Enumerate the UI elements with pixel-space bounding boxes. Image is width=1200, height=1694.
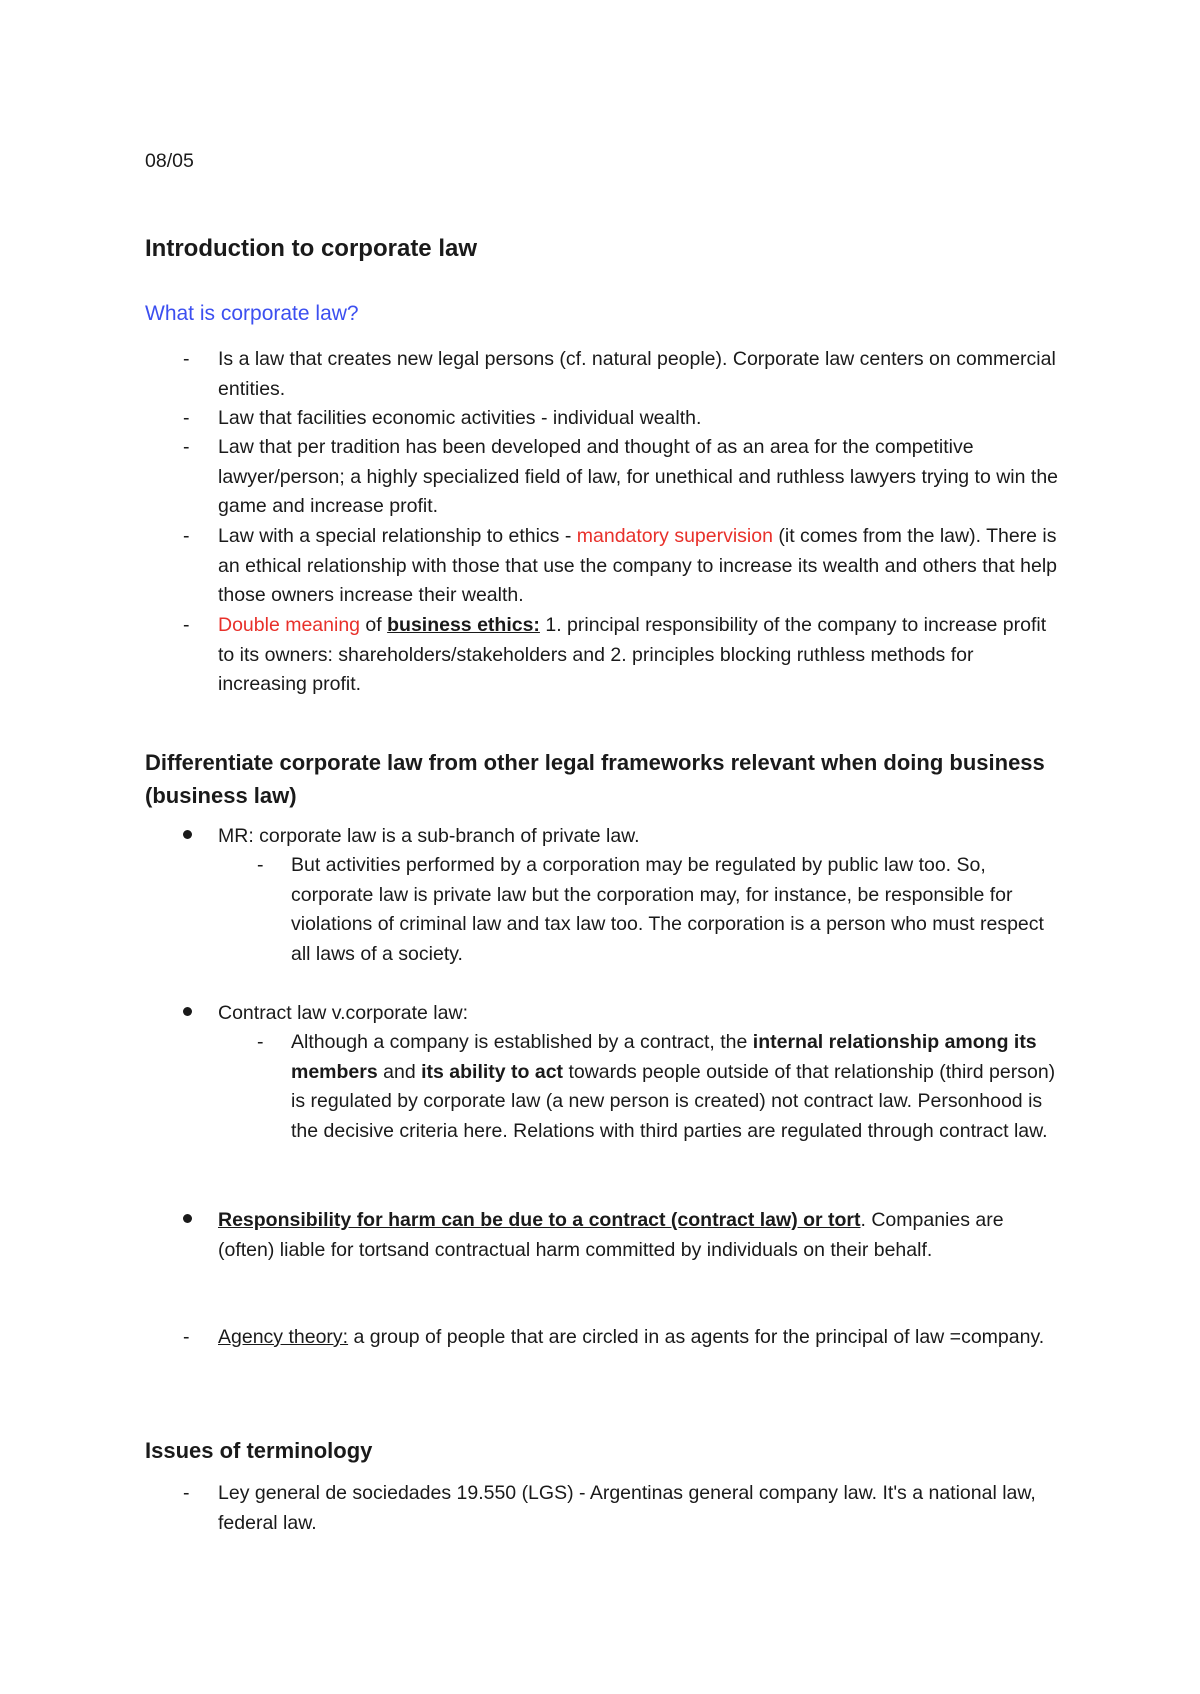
bullet-item-text: MR: corporate law is a sub-branch of private law. — [218, 825, 640, 847]
bullet-item-text: Contract law v.corporate law: — [218, 1002, 468, 1024]
date: 08/05 — [145, 150, 194, 172]
dash-marker: - — [183, 348, 190, 370]
sub-list-item-text: But activities performed by a corporation may be regulated by public law too. So, corporate law is private law but the corporation may, for instance, be responsible for violations of criminal law and tax law too. The corporation is a person who must respect all laws of a society. — [291, 854, 1044, 965]
sub-list-item-text: Although a company is established by a contract, the internal relationship among its members and its ability to act towards people outside of that relationship (third person) is regulated by corporate law (a new person is created) not contract law. Personhood is the decisive criteria here. Relations with third parties are regulated through contract law. — [291, 1031, 1056, 1142]
section-subtitle: What is corporate law? — [145, 302, 359, 325]
list-item-text: Is a law that creates new legal persons (cf. natural people). Corporate law centers on commercial entities. — [218, 348, 1056, 400]
bullet-dot — [183, 822, 199, 852]
dash-marker: - — [183, 1482, 190, 1504]
highlight-text: Double meaning — [218, 614, 361, 636]
list-item-text: Agency theory: a group of people that are circled in as agents for the principal of law =company. — [218, 1326, 1045, 1348]
bullet-dot — [183, 1206, 199, 1236]
dash-marker: - — [183, 614, 190, 636]
dash-marker: - — [257, 854, 264, 876]
dash-marker: - — [257, 1031, 264, 1053]
highlight-text: mandatory supervision — [576, 525, 773, 547]
bold-term: its ability to act — [421, 1060, 564, 1083]
dash-marker: - — [183, 436, 190, 458]
list-item-text: Law that per tradition has been developed and thought of as an area for the competitive lawyer/person; a highly specialized field of law, for unethical and ruthless lawyers trying to win the game and increase profit. — [218, 436, 1059, 517]
bold-underline-term: Responsibility for harm can be due to a contract (contract law) or tort — [218, 1209, 861, 1231]
bullet-dot — [183, 999, 199, 1029]
list-item-text: Ley general de sociedades 19.550 (LGS) - Argentinas general company law. It's a national law, federal law. — [218, 1482, 1036, 1534]
section-heading: Issues of terminology — [145, 1438, 373, 1463]
page-title: Introduction to corporate law — [145, 235, 478, 262]
dash-marker: - — [183, 525, 190, 547]
list-item-text: Double meaning of business ethics: 1. principal responsibility of the company to increase profit to its owners: shareholders/stakeholders and 2. principles blocking ruthless methods for increasing profit. — [218, 614, 1047, 695]
underline-term: Agency theory: — [218, 1326, 349, 1348]
dash-marker: - — [183, 1326, 190, 1348]
bold-underline-term: business ethics: — [387, 614, 540, 636]
bullet-item-text: Responsibility for harm can be due to a contract (contract law) or tort. Companies are (often) liable for tortsand contractual harm committed by individuals on their behalf. — [218, 1209, 1004, 1261]
list-item-text: Law that facilities economic activities - individual wealth. — [218, 407, 702, 429]
section-heading: Differentiate corporate law from other legal frameworks relevant when doing business (business law) — [145, 750, 1045, 808]
dash-marker: - — [183, 407, 190, 429]
list-item-text: Law with a special relationship to ethics - mandatory supervision (it comes from the law). There is an ethical relationship with those that use the company to increase its wealth and others that help those owners increase their wealth. — [218, 525, 1058, 606]
bold-term: internal relationship among its members — [291, 1031, 1037, 1083]
